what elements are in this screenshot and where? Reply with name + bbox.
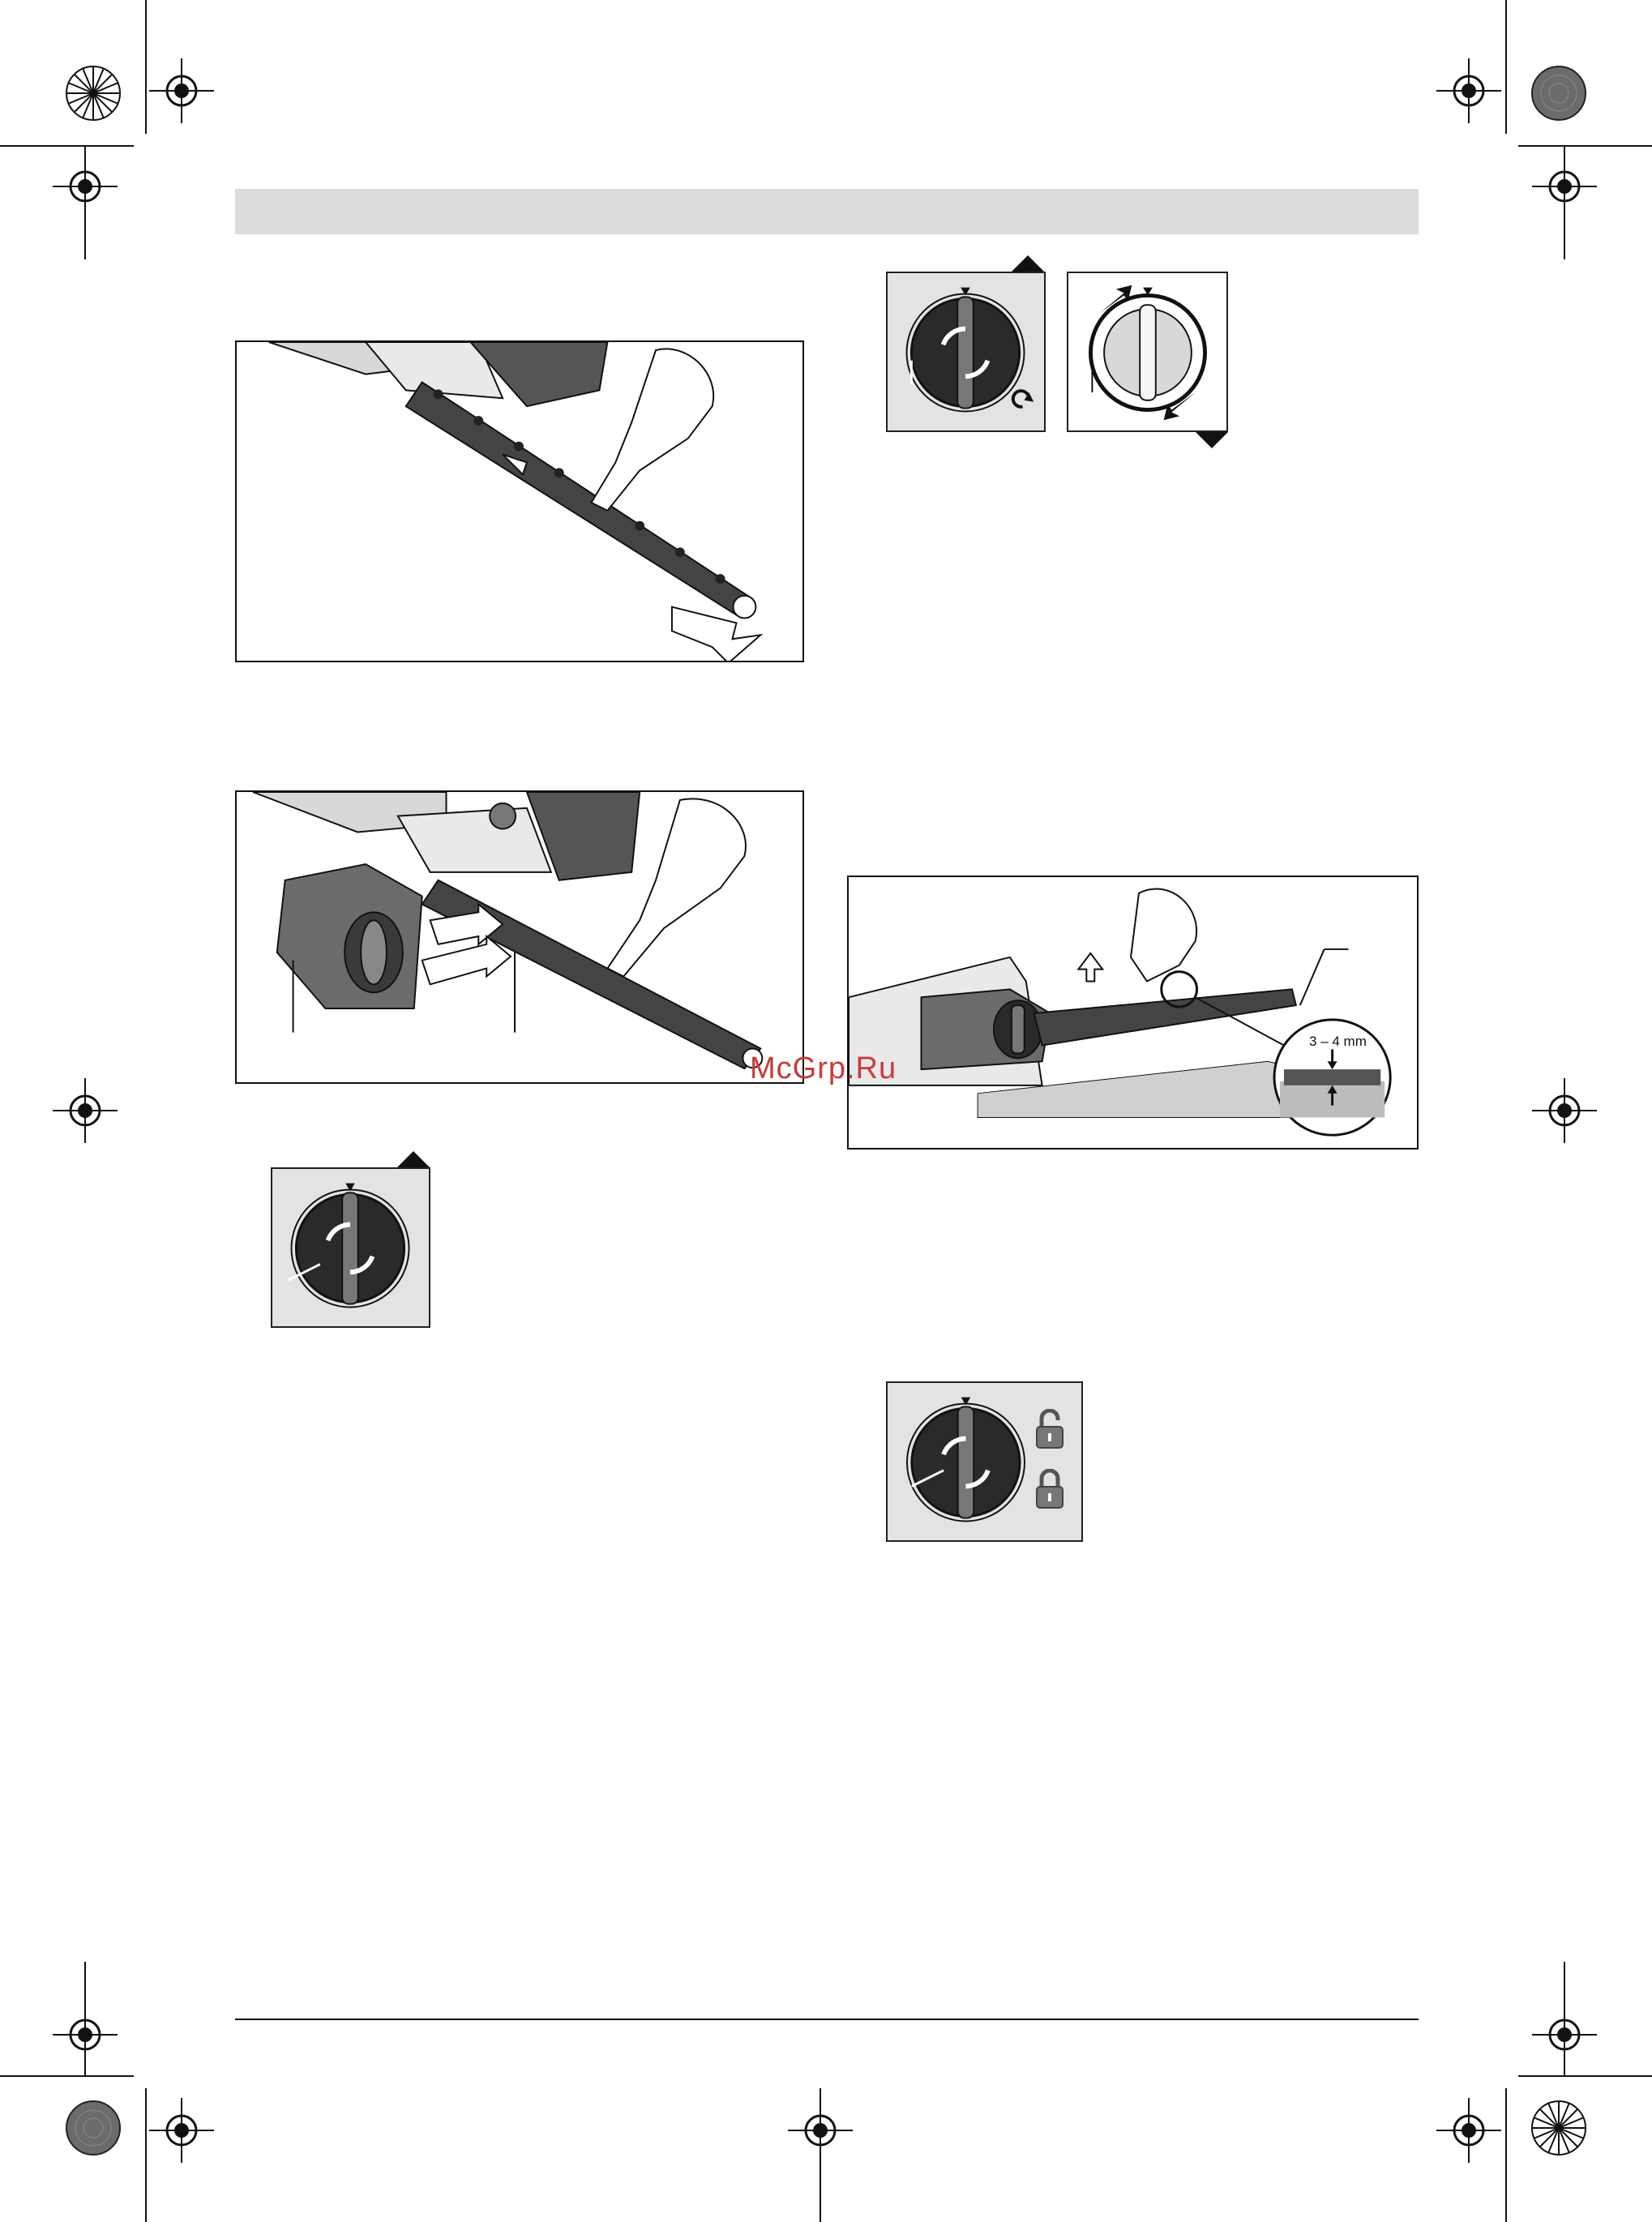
color-target-top-left: [65, 65, 122, 122]
registration-mark-bottom-center: [788, 2098, 853, 2163]
registration-mark-bottom-right: [1436, 2098, 1501, 2163]
padlock-open-icon: [1034, 1409, 1066, 1449]
knob-panel-tension-left: [271, 1167, 430, 1328]
tension-measurement-label: 3 – 4 mm: [1309, 1034, 1367, 1049]
registration-mark-right-middle: [1532, 1078, 1597, 1143]
corner-triangle-marker-2: [1012, 255, 1044, 272]
registration-mark-right-top: [1532, 154, 1597, 219]
registration-mark-right-bottom: [1532, 2002, 1597, 2067]
figure-chain-tension-check: [847, 876, 1419, 1150]
knob-panel-lock: [886, 1381, 1083, 1542]
knob-panel-loosen: [886, 272, 1046, 432]
corner-triangle-marker: [397, 1151, 430, 1167]
color-target-top-right: [1530, 65, 1587, 122]
registration-mark-left-bottom: [53, 2002, 118, 2067]
registration-mark-bottom-left: [149, 2098, 214, 2163]
color-target-bottom-right: [1530, 2100, 1587, 2156]
registration-mark-left-middle: [53, 1078, 118, 1143]
watermark: McGrp.Ru: [750, 1051, 897, 1085]
knob-panel-rotate: [1067, 272, 1228, 432]
registration-mark-top-right: [1436, 58, 1501, 123]
figure-bar-removal: [235, 340, 804, 662]
color-target-bottom-left: [65, 2100, 122, 2156]
footer-rule: [235, 2019, 1419, 2020]
registration-mark-left-top: [53, 154, 118, 219]
header-band: [235, 189, 1419, 234]
figure-cover-attach: [235, 790, 804, 1084]
padlock-closed-icon: [1034, 1469, 1066, 1509]
corner-triangle-marker-3: [1196, 432, 1228, 448]
registration-mark-top-left: [149, 58, 214, 123]
